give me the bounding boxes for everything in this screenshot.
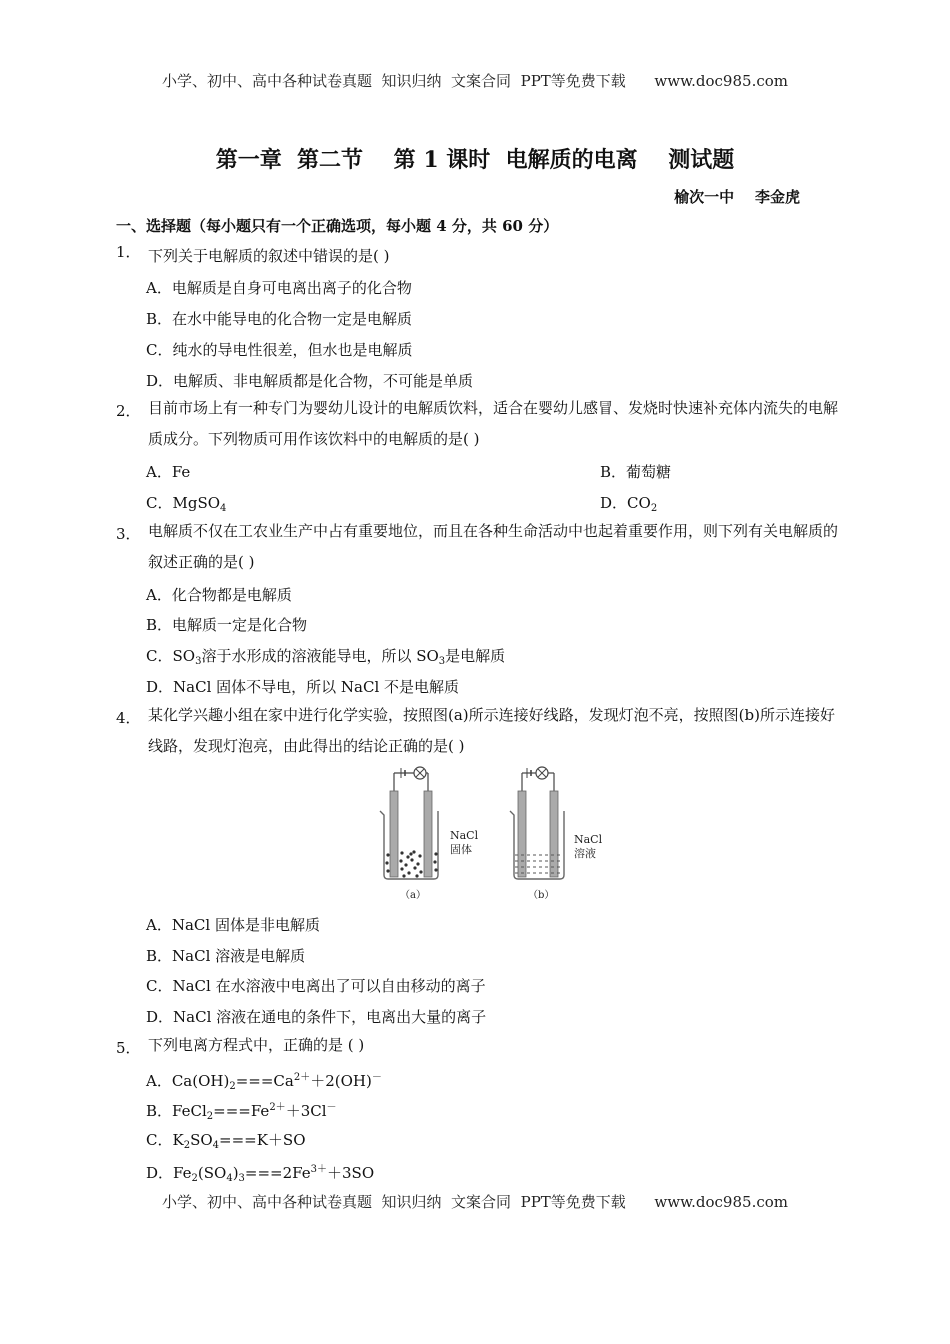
question-number: 1．	[116, 243, 141, 261]
q3-option-d: D．NaCl 固体不导电，所以 NaCl 不是电解质	[146, 678, 460, 696]
figure-a-caption: （a）	[400, 890, 426, 901]
q4-option-b: B．NaCl 溶液是电解质	[146, 947, 306, 965]
q2-option-c: C．MgSO$_4$	[146, 494, 227, 514]
q4-option-a: A．NaCl 固体是非电解质	[146, 916, 320, 934]
question-2	[116, 393, 846, 454]
question-5	[116, 1030, 846, 1061]
question-text: 电解质不仅在工农业生产中占有重要地位，而且在各种生命活动中也起着重要作用，则下列有关电解质的叙述正确的是( )	[148, 522, 839, 571]
question-number: 4．	[116, 709, 141, 727]
beaker-b	[510, 767, 603, 901]
q1-option-b: B．在水中能导电的化合物一定是电解质	[146, 310, 413, 328]
q1-option-d: D．电解质、非电解质都是化合物，不可能是单质	[146, 372, 474, 390]
figure-b-label-1: NaCl	[574, 833, 603, 846]
q3-option-b: B．电解质一定是化合物	[146, 616, 308, 634]
q4-option-d: D．NaCl 溶液在通电的条件下，电离出大量的离子	[146, 1008, 487, 1026]
question-number: 3．	[116, 525, 141, 543]
question-number: 5．	[116, 1039, 141, 1057]
q3-option-c: C．$SO_3$溶于水形成的溶液能导电，所以 $SO_3$是电解质	[146, 647, 506, 667]
figure-a-label-2: 固体	[450, 843, 472, 856]
question-text: 下列关于电解质的叙述中错误的是( )	[148, 247, 390, 265]
page-footer: 小学、初中、高中各种试卷真题 知识归纳 文案合同 PPT等免费下载 www.doc985.com	[161, 1193, 788, 1211]
question-4	[116, 700, 846, 761]
question-1	[116, 241, 846, 272]
author: 榆次一中 李金虎	[674, 188, 800, 206]
question-number: 2．	[116, 402, 141, 420]
q1-option-c: C．纯水的导电性很差，但水也是电解质	[146, 341, 413, 359]
q5-option-c: C．$K_2SO_4===K+SO$	[146, 1131, 306, 1151]
q2-option-d: D．$CO_2$	[600, 494, 658, 514]
question-3	[116, 516, 846, 577]
q4-option-c: C．NaCl 在水溶液中电离出了可以自由移动的离子	[146, 977, 486, 995]
q5-option-a: A．$Ca(OH)_2===Ca^{2+}+2(OH)^-$	[146, 1072, 382, 1092]
circuit-figure	[374, 763, 606, 903]
question-text: 下列电离方程式中，正确的是 ( )	[148, 1036, 365, 1054]
beaker-a	[380, 767, 479, 901]
q5-option-d: D．$Fe_2(SO_4)_3===2Fe^{3+}+3SO$	[146, 1164, 375, 1184]
figure-b-caption: （b）	[528, 890, 555, 901]
page-header: 小学、初中、高中各种试卷真题 知识归纳 文案合同 PPT等免费下载 www.doc985.com	[161, 72, 788, 90]
q1-option-a: A．电解质是自身可电离出离子的化合物	[146, 279, 412, 297]
question-text: 目前市场上有一种专门为婴幼儿设计的电解质饮料，适合在婴幼儿感冒、发烧时快速补充体内流失的电解质成分。下列物质可用作该饮料中的电解质的是( )	[148, 399, 839, 448]
question-text: 某化学兴趣小组在家中进行化学实验，按照图(a)所示连接好线路，发现灯泡不亮，按照图(b)所示连接好线路，发现灯泡亮，由此得出的结论正确的是( )	[148, 706, 835, 755]
q2-option-a: A．Fe	[146, 463, 191, 481]
q5-option-b: B．$FeCl_2===Fe^{2+}+3Cl^-$	[146, 1102, 337, 1122]
page-title: 第一章 第二节 第 1 课时 电解质的电离 测试题	[215, 147, 735, 173]
q2-option-b: B．葡萄糖	[600, 463, 672, 481]
figure-a-label-1: NaCl	[450, 829, 479, 842]
figure-b-label-2: 溶液	[574, 847, 596, 860]
section-heading: 一、选择题（每小题只有一个正确选项，每小题 4 分，共 60 分）	[116, 217, 559, 235]
q3-option-a: A．化合物都是电解质	[146, 586, 292, 604]
